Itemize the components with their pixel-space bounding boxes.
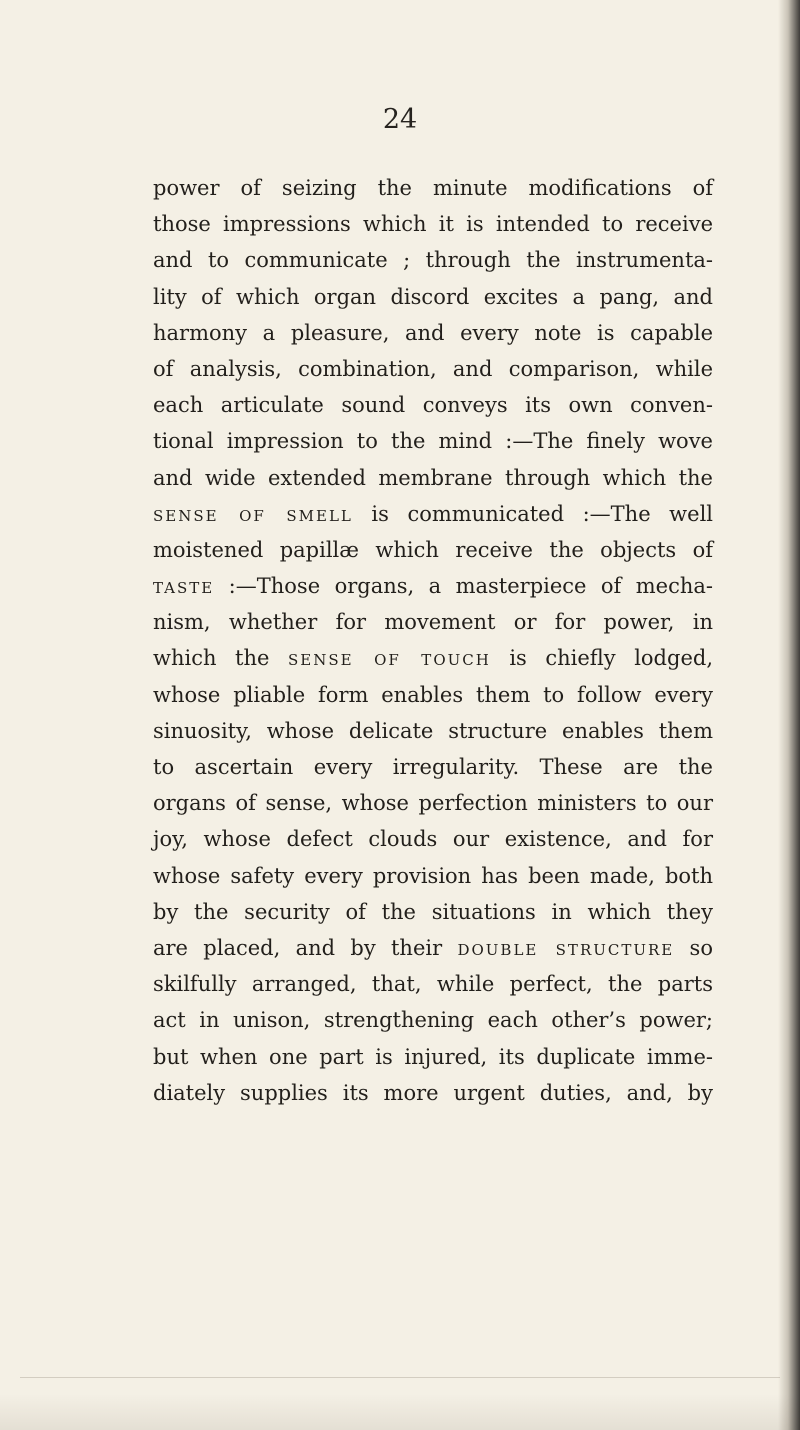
text-segment: by the security of the situations in which they: [153, 899, 713, 924]
text-segment: :—Those organs, a masterpiece of mecha-: [214, 574, 713, 599]
page-bottom-shadow: [0, 1394, 800, 1430]
text-line: [153, 423, 713, 459]
small-caps-phrase: taste: [153, 574, 215, 599]
text-line: [153, 713, 713, 749]
text-line: [153, 387, 713, 423]
text-segment: skilfully arranged, that, while perfect, the parts: [153, 972, 713, 997]
small-caps-phrase: sense of touch: [287, 646, 491, 671]
text-segment: and wide extended membrane through which the: [153, 465, 713, 490]
text-segment: power of seizing the minute modifications of: [153, 176, 713, 200]
text-segment: act in unison, strengthening each other’s power;: [153, 1008, 713, 1033]
text-segment: and to communicate ; through the instrumenta-: [153, 248, 713, 273]
text-segment: is communicated :—The well: [352, 501, 713, 526]
text-segment: whose pliable form enables them to follow every: [153, 682, 713, 707]
small-caps-phrase: sense of smell: [153, 501, 353, 526]
text-segment: of analysis, combination, and comparison, while: [153, 356, 713, 381]
text-segment: each articulate sound conveys its own conven-: [153, 393, 713, 418]
text-line: [153, 894, 713, 930]
text-line: [153, 604, 713, 640]
body-text: [153, 170, 713, 1111]
text-line: [153, 821, 713, 857]
text-line: [153, 496, 713, 532]
text-segment: harmony a pleasure, and every note is capable: [153, 320, 713, 345]
text-line: [153, 206, 713, 242]
text-segment: to ascertain every irregularity. These are the: [153, 755, 713, 779]
text-line: [153, 279, 713, 315]
small-caps-phrase: double structure: [457, 935, 675, 960]
text-line: [153, 1002, 713, 1038]
text-segment: sinuosity, whose delicate structure enables them: [153, 718, 713, 743]
page-bottom-rule: [20, 1377, 780, 1378]
text-segment: which the: [153, 646, 288, 671]
text-segment: tional impression to the mind :—The finely wove: [153, 429, 713, 454]
text-line: [153, 460, 713, 496]
text-segment: joy, whose defect clouds our existence, and for: [153, 827, 713, 852]
text-line: [153, 568, 713, 604]
text-line: [153, 930, 713, 966]
text-line: [153, 1075, 713, 1111]
text-segment: those impressions which it is intended to receive: [153, 212, 713, 237]
text-line: [153, 785, 713, 821]
text-line: [153, 242, 713, 278]
text-line: [153, 532, 713, 568]
text-segment: so: [674, 935, 713, 960]
text-segment: whose safety every provision has been made, both: [153, 863, 713, 888]
text-segment: organs of sense, whose perfection ministers to our: [153, 791, 713, 816]
page-number: 24: [382, 104, 418, 135]
text-line: [153, 966, 713, 1002]
text-segment: moistened papillæ which receive the objects of: [153, 537, 713, 562]
text-segment: lity of which organ discord excites a pang, and: [153, 284, 713, 309]
text-line: [153, 351, 713, 387]
text-line: [153, 1039, 713, 1075]
book-gutter-edge: [778, 0, 800, 1430]
text-line: [153, 858, 713, 894]
text-segment: are placed, and by their: [153, 935, 458, 960]
text-line: [153, 315, 713, 351]
text-segment: nism, whether for movement or for power, in: [153, 610, 713, 635]
text-line: [153, 677, 713, 713]
text-segment: is chiefly lodged,: [490, 646, 713, 671]
text-segment: but when one part is injured, its duplicate imme-: [153, 1044, 713, 1069]
text-segment: diately supplies its more urgent duties, and, by: [153, 1080, 713, 1105]
text-line: [153, 640, 713, 676]
text-line: [153, 749, 713, 785]
text-line: [153, 170, 713, 206]
